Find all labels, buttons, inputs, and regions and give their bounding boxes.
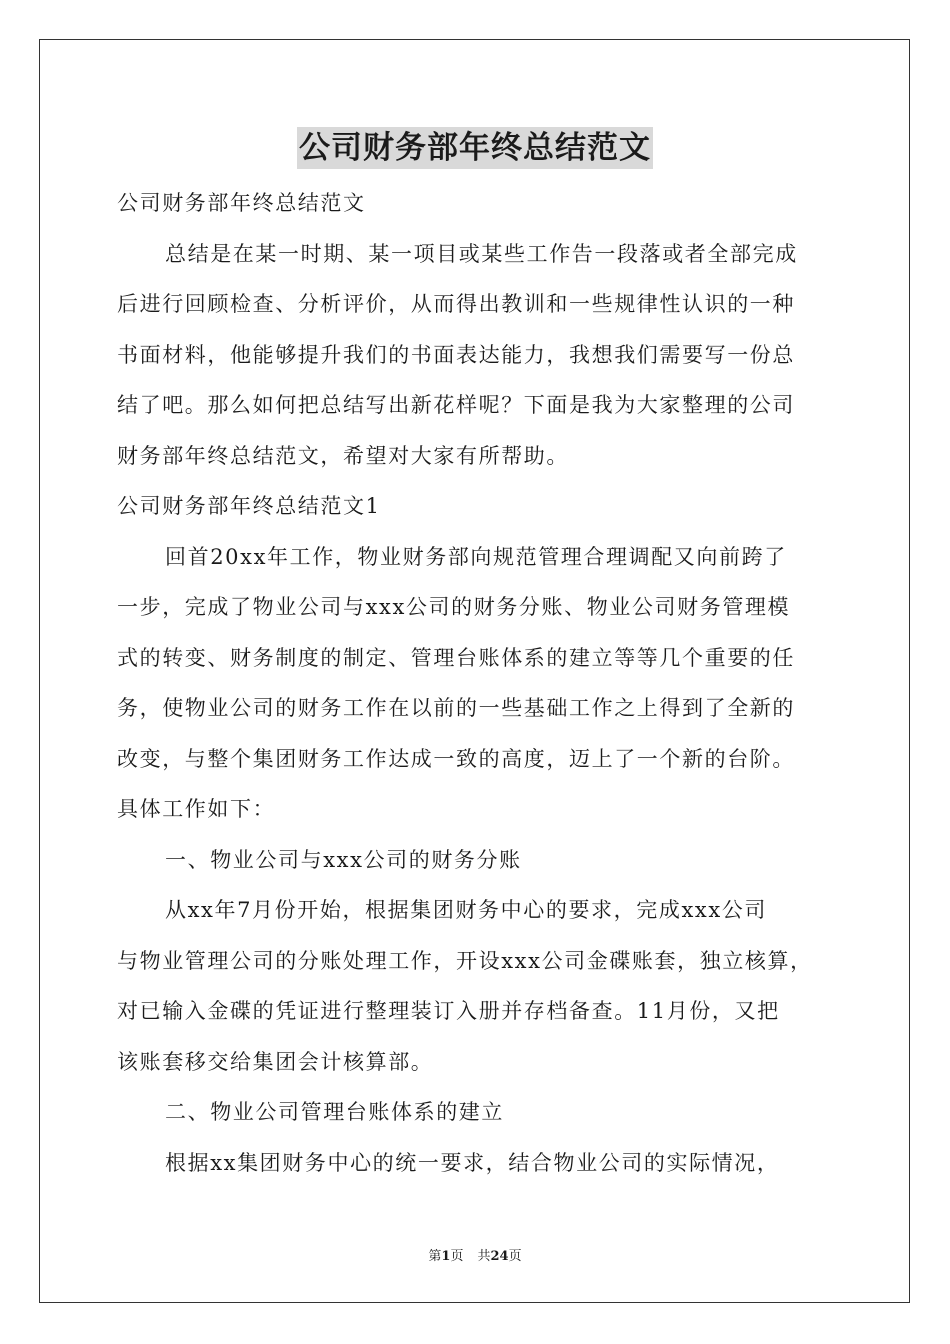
total-pages: 共24页 [477, 1249, 522, 1264]
text-line: 二、物业公司管理台账体系的建立 [165, 1100, 504, 1124]
title-container [0, 127, 950, 169]
text-line: 后进行回顾检查、分析评价，从而得出教训和一些规律性认识的一种 [117, 292, 795, 316]
text-line: 式的转变、财务制度的制定、管理台账体系的建立等等几个重要的任 [117, 645, 795, 670]
text-line: 从xx年7月份开始，根据集团财务中心的要求，完成xxx公司 [165, 898, 767, 922]
text-line: 总结是在某一时期、某一项目或某些工作告一段落或者全部完成 [165, 241, 798, 266]
text-line: 回首20xx年工作，物业财务部向规范管理合理调配又向前跨了 [165, 544, 787, 569]
text-line: 改变，与整个集团财务工作达成一致的高度，迈上了一个新的台阶。 [117, 746, 795, 771]
text-line: 结了吧。那么如何把总结写出新花样呢？下面是我为大家整理的公司 [117, 393, 795, 417]
text-line: 公司财务部年终总结范文 [117, 191, 366, 215]
text-line: 具体工作如下： [117, 797, 276, 821]
text-line: 该账套移交给集团会计核算部。 [117, 1049, 434, 1074]
text-line: 一步，完成了物业公司与xxx公司的财务分账、物业公司财务管理模 [117, 595, 791, 619]
page-number: 第1页 [428, 1249, 464, 1264]
document-title: 公司财务部年终总结范文 [297, 127, 653, 169]
page-footer [0, 1248, 950, 1266]
text-line: 公司财务部年终总结范文1 [117, 494, 381, 518]
text-line: 财务部年终总结范文，希望对大家有所帮助。 [117, 443, 569, 468]
text-line: 务，使物业公司的财务工作在以前的一些基础工作之上得到了全新的 [117, 696, 795, 720]
text-line: 根据xx集团财务中心的统一要求，结合物业公司的实际情况， [165, 1150, 780, 1175]
text-line: 一、物业公司与xxx公司的财务分账 [165, 847, 522, 872]
text-line: 书面材料，他能够提升我们的书面表达能力，我想我们需要写一份总 [117, 342, 795, 367]
text-line: 对已输入金碟的凭证进行整理装订入册并存档备查。11月份，又把 [117, 999, 780, 1023]
document-body [117, 178, 837, 1188]
text-line: 与物业管理公司的分账处理工作，开设xxx公司金碟账套，独立核算， [117, 948, 813, 973]
